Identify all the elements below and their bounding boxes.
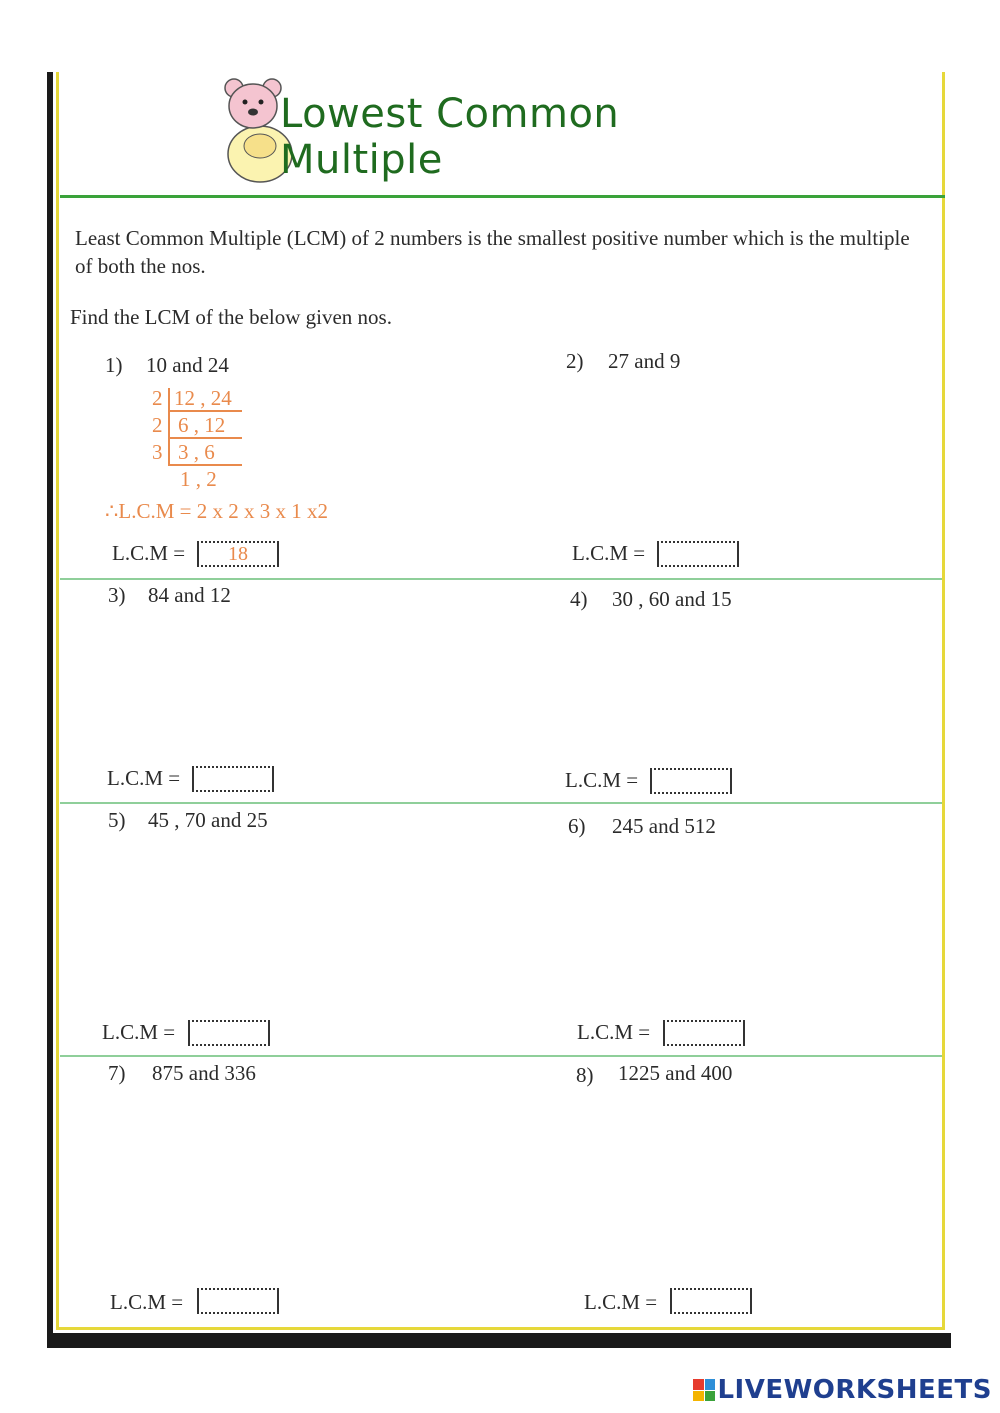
lcm-label: L.C.M = xyxy=(110,1290,184,1314)
division-line xyxy=(168,464,242,466)
lcm-label: L.C.M = xyxy=(577,1020,651,1044)
lcm-working: ∴L.C.M = 2 x 2 x 3 x 1 x2 xyxy=(105,499,328,523)
division-values: 6 , 12 xyxy=(178,413,226,437)
page-shadow-bottom xyxy=(47,1333,951,1348)
division-bar xyxy=(168,388,170,466)
lcm-label: L.C.M = xyxy=(572,541,646,565)
answer-box-2[interactable] xyxy=(657,541,739,567)
answer-box-1[interactable]: 18 xyxy=(197,541,279,567)
question-8-text: 1225 and 400 xyxy=(618,1061,733,1085)
question-2-number: 2) xyxy=(566,349,584,373)
answer-box-8[interactable] xyxy=(670,1288,752,1314)
title-header xyxy=(220,76,780,186)
liveworksheets-logo[interactable] xyxy=(693,1375,992,1405)
answer-box-5[interactable] xyxy=(188,1020,270,1046)
division-divisor: 3 xyxy=(152,440,163,464)
question-1-number: 1) xyxy=(105,353,123,377)
lcm-label: L.C.M = xyxy=(565,768,639,792)
lcm-label: L.C.M = xyxy=(107,766,181,790)
title-divider xyxy=(60,195,945,198)
question-5-number: 5) xyxy=(108,808,126,832)
lcm-label: L.C.M = xyxy=(102,1020,176,1044)
instruction-text: Find the LCM of the below given nos. xyxy=(70,305,392,329)
division-divisor: 2 xyxy=(152,413,163,437)
answer-box-6[interactable] xyxy=(663,1020,745,1046)
division-divisor: 2 xyxy=(152,386,163,410)
question-8-number: 8) xyxy=(576,1063,594,1087)
answer-box-4[interactable] xyxy=(650,768,732,794)
intro-text: Least Common Multiple (LCM) of 2 numbers is the smallest positive number which is the multiple of both the nos. xyxy=(75,226,910,278)
division-values: 3 , 6 xyxy=(178,440,215,464)
division-line xyxy=(168,410,242,412)
question-7-text: 875 and 336 xyxy=(152,1061,256,1085)
division-line xyxy=(168,437,242,439)
lcm-label: L.C.M = xyxy=(112,541,186,565)
question-4-text: 30 , 60 and 15 xyxy=(612,587,732,611)
question-1-text: 10 and 24 xyxy=(146,353,229,377)
row-divider xyxy=(60,802,942,804)
answer-box-3[interactable] xyxy=(192,766,274,792)
liveworksheets-logo-icon xyxy=(693,1379,715,1401)
brand-name: LIVEWORKSHEETS xyxy=(717,1375,992,1405)
question-5-text: 45 , 70 and 25 xyxy=(148,808,268,832)
page-shadow-left xyxy=(47,72,53,1348)
answer-box-7[interactable] xyxy=(197,1288,279,1314)
row-divider xyxy=(60,1055,942,1057)
division-values: 12 , 24 xyxy=(174,386,232,410)
question-2-text: 27 and 9 xyxy=(608,349,681,373)
question-3-number: 3) xyxy=(108,583,126,607)
division-values: 1 , 2 xyxy=(180,467,217,491)
page-title: Lowest Common Multiple xyxy=(280,91,620,183)
question-7-number: 7) xyxy=(108,1061,126,1085)
question-4-number: 4) xyxy=(570,587,588,611)
row-divider xyxy=(60,578,942,580)
question-6-number: 6) xyxy=(568,814,586,838)
lcm-label: L.C.M = xyxy=(584,1290,658,1314)
question-3-text: 84 and 12 xyxy=(148,583,231,607)
question-6-text: 245 and 512 xyxy=(612,814,716,838)
